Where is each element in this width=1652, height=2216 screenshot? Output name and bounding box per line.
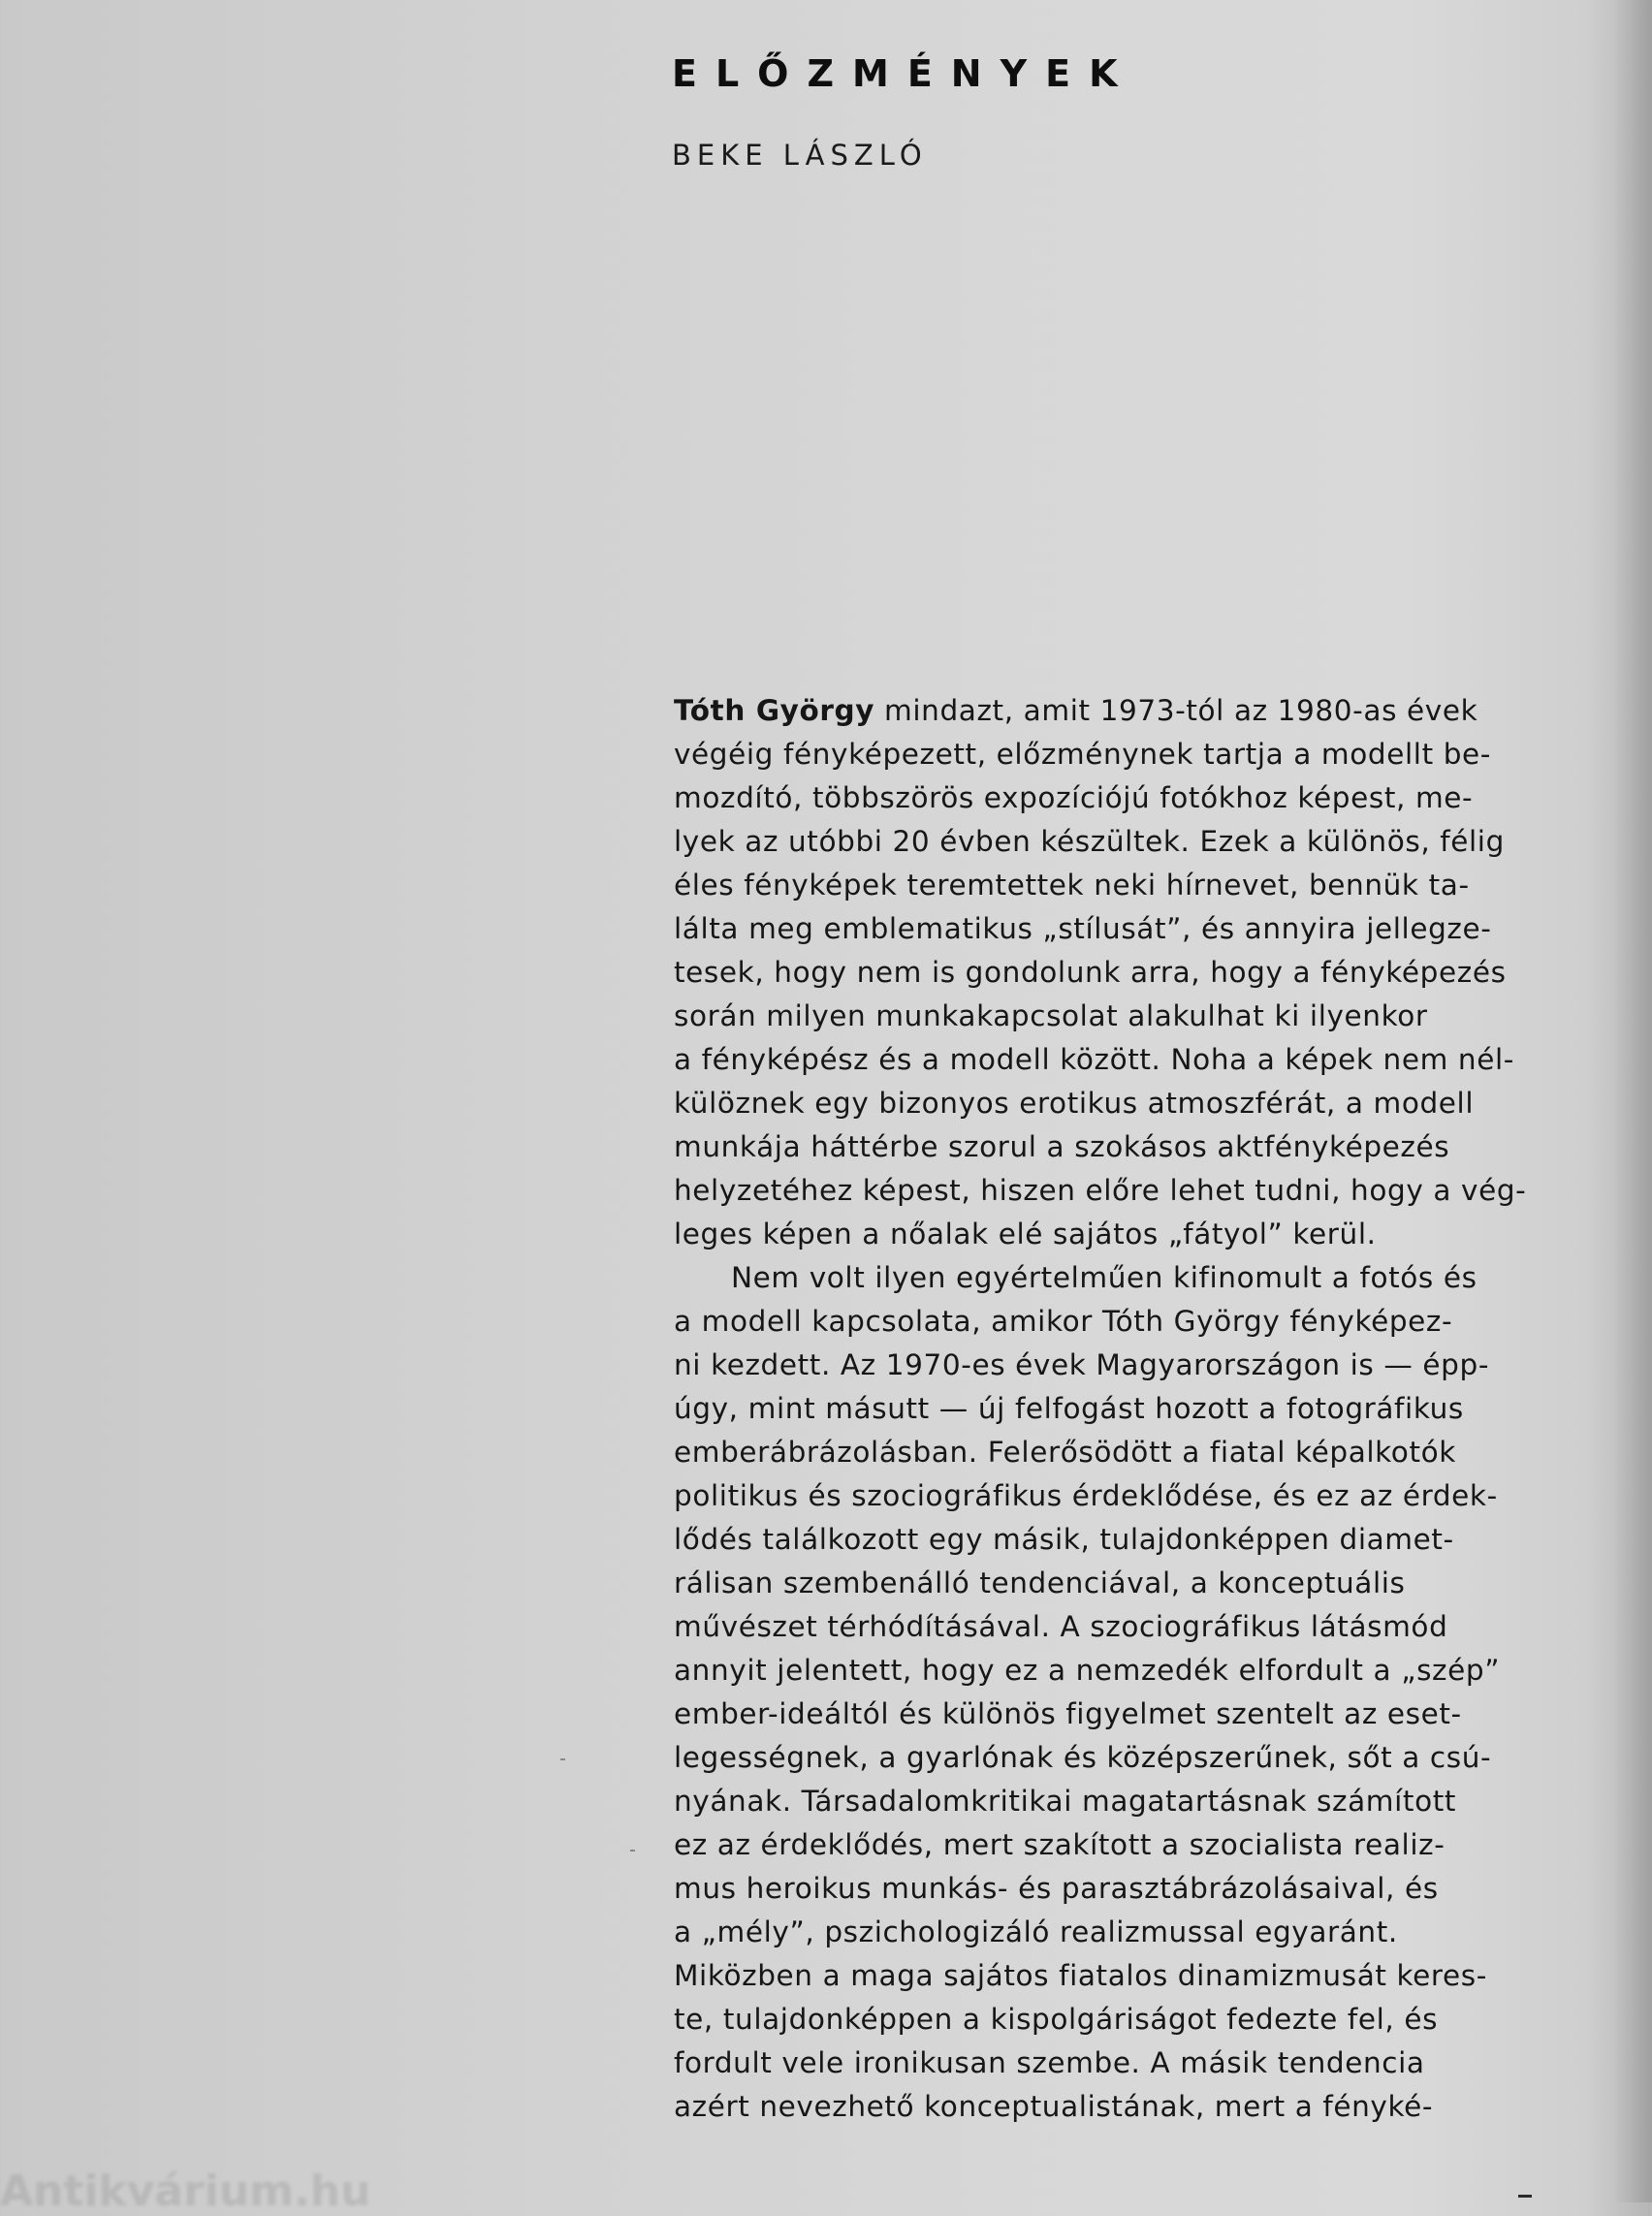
text-line: a modell kapcsolata, amikor Tóth György fényképez- (674, 1305, 1453, 1338)
text-line: azért nevezhető konceptualistának, mert a fényké- (674, 2090, 1434, 2123)
text-line: legességnek, a gyarlónak és középszerűnek, sőt a csú- (674, 1741, 1492, 1774)
article-body (674, 689, 1546, 2129)
text-line: te, tulajdonképpen a kispolgáriságot fedezte fel, és (674, 2003, 1439, 2036)
text-line-rest: mindazt, amit 1973-tól az 1980-as évek (874, 694, 1478, 727)
text-line: a fényképész és a modell között. Noha a képek nem nél- (674, 1043, 1514, 1076)
chapter-title: ELŐZMÉNYEK (672, 52, 1136, 95)
page-edge-shadow (1613, 0, 1652, 2202)
paragraph-start-line: Nem volt ilyen egyértelműen kifinomult a fotós és (731, 1261, 1477, 1294)
text-line: végéig fényképezett, előzménynek tartja a modellt be- (674, 738, 1492, 771)
text-line: lyek az utóbbi 20 évben készültek. Ezek a különös, félig (674, 825, 1505, 858)
text-line: mus heroikus munkás- és parasztábrázolásaival, és (674, 1872, 1439, 1905)
text-line: annyit jelentett, hogy ez a nemzedék elfordult a „szép” (674, 1654, 1501, 1687)
text-line: ez az érdeklődés, mert szakított a szocialista realiz- (674, 1828, 1446, 1861)
paper-speck (560, 1758, 565, 1760)
text-line: leges képen a nőalak elé sajátos „fátyol” kerül. (674, 1218, 1377, 1250)
text-line: nyának. Társadalomkritikai magatartásnak számított (674, 1785, 1457, 1818)
text-line: ni kezdett. Az 1970-es évek Magyarországon is — épp- (674, 1348, 1490, 1381)
text-line: éles fényképek teremtettek neki hírnevet, bennük ta- (674, 869, 1470, 902)
text-line: ember-ideáltól és különös figyelmet szentelt az eset- (674, 1697, 1462, 1730)
text-line: mozdító, többszörös expozíciójú fotókhoz képest, me- (674, 781, 1474, 814)
author-name: BEKE LÁSZLÓ (672, 139, 928, 172)
text-line: rálisan szembenálló tendenciával, a konceptuális (674, 1567, 1406, 1599)
paper-speck (630, 1850, 635, 1852)
subject-name: Tóth György (674, 694, 875, 727)
text-line: művészet térhódításával. A szociográfikus látásmód (674, 1610, 1448, 1643)
text-line: helyzetéhez képest, hiszen előre lehet tudni, hogy a vég- (674, 1174, 1527, 1207)
watermark: Antikvárium.hu (0, 2167, 371, 2216)
text-line: munkája háttérbe szorul a szokásos aktfényképezés (674, 1130, 1450, 1163)
text-line: a „mély”, pszichologizáló realizmussal egyaránt. (674, 1915, 1398, 1948)
text-line: emberábrázolásban. Felerősödött a fiatal képalkotók (674, 1436, 1456, 1469)
text-line: politikus és szociográfikus érdeklődése, és ez az érdek- (674, 1479, 1498, 1512)
page-corner-mark (1518, 2195, 1532, 2198)
text-line (674, 689, 1546, 733)
text-line: lálta meg emblematikus „stílusát”, és annyira jellegze- (674, 912, 1492, 945)
text-line: tesek, hogy nem is gondolunk arra, hogy a fényképezés (674, 956, 1507, 989)
text-line: úgy, mint másutt — új felfogást hozott a fotográfikus (674, 1392, 1464, 1425)
text-line: külöznek egy bizonyos erotikus atmoszférát, a modell (674, 1087, 1475, 1120)
text-line: Miközben a maga sajátos fiatalos dinamizmusát keres- (674, 1959, 1487, 1992)
text-line: során milyen munkakapcsolat alakulhat ki ilyenkor (674, 999, 1428, 1032)
text-line: lődés találkozott egy másik, tulajdonképpen diamet- (674, 1523, 1454, 1556)
text-line: fordult vele ironikusan szembe. A másik tendencia (674, 2046, 1425, 2079)
